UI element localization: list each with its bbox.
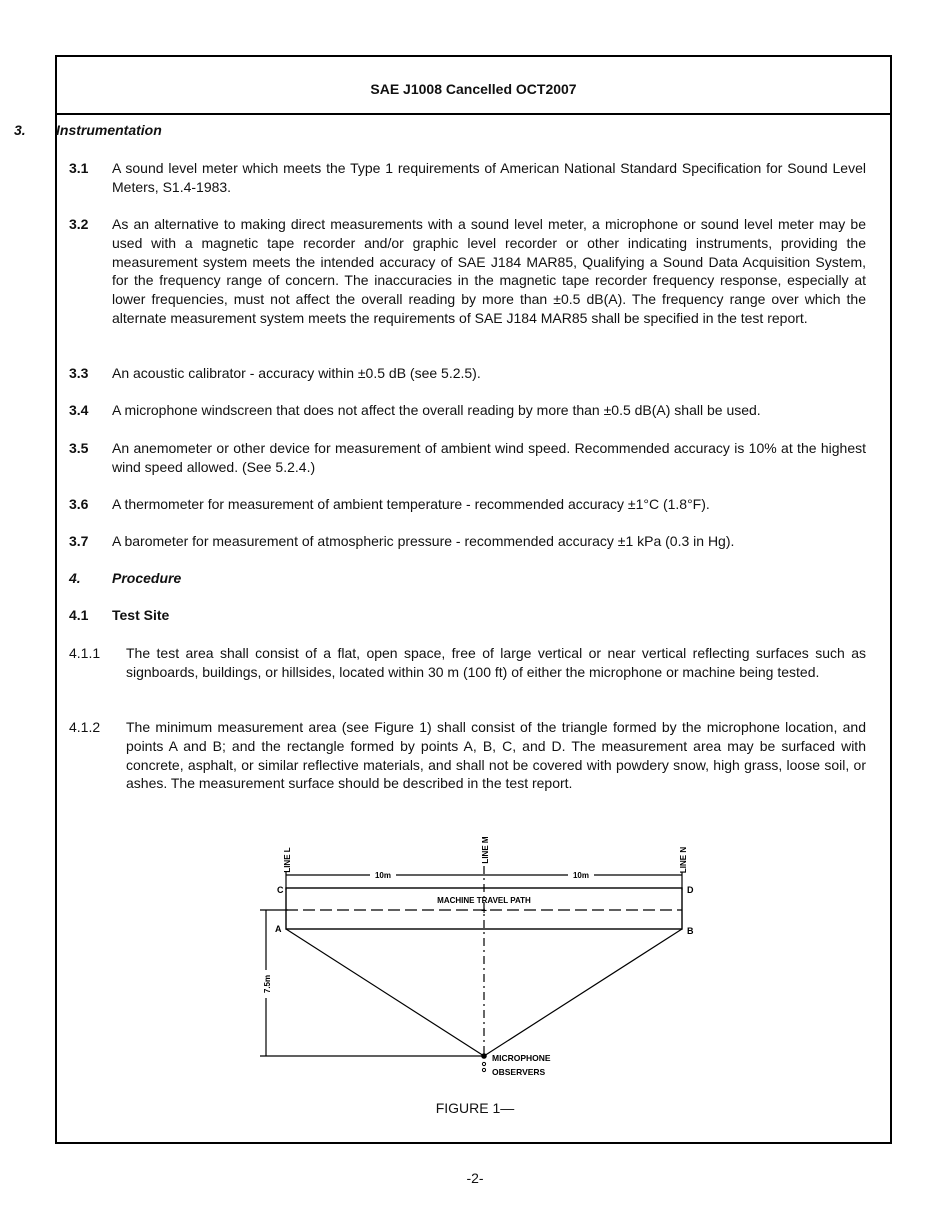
section-number: 4. bbox=[69, 570, 81, 586]
figure-caption: FIGURE 1— bbox=[435, 1100, 515, 1116]
point-b-label: B bbox=[687, 926, 694, 936]
section-title: Procedure bbox=[112, 570, 182, 586]
point-c-label: C bbox=[277, 885, 284, 895]
clause-3-6-text: A thermometer for measurement of ambient temperature - recommended accuracy ±1°C (1.8°F). bbox=[112, 496, 710, 512]
section-4-heading bbox=[69, 569, 182, 588]
microphone-label: MICROPHONE bbox=[492, 1053, 551, 1063]
observer-point bbox=[482, 1062, 485, 1065]
page-number: -2- bbox=[466, 1170, 484, 1186]
line-l-label: LINE L bbox=[283, 847, 292, 873]
observers-label: OBSERVERS bbox=[492, 1067, 546, 1077]
clause-3-2-text: As an alternative to making direct measurements with a sound level meter, a microphone or sound level meter may be used with a magnetic tape recorder and/or graphic level recorder or other indicating instruments, providing the measurement system meets the intended accuracy of SAE J184 MAR85, Qualifying a Sound Data Acquisition System, for the frequency range of concern. The inaccuracies in the magnetic tape recorder frequency response, especially at lower frequencies, must not affect the overall reading by more than ±0.5 dB(A). The frequency range over which the alternate measurement system meets the requirements of SAE J184 MAR85 shall be specified in the test report. bbox=[112, 216, 866, 326]
point-a-label: A bbox=[275, 924, 282, 934]
clause-3-7-text: A barometer for measurement of atmospheric pressure - recommended accuracy ±1 kPa (0.3 in Hg). bbox=[112, 533, 735, 549]
section-3-heading bbox=[14, 121, 162, 140]
page-header: SAE J1008 Cancelled OCT2007 bbox=[57, 57, 890, 115]
clause-number: 3.3 bbox=[69, 365, 89, 381]
clause-number: 3.1 bbox=[69, 160, 89, 176]
section-number: 3. bbox=[14, 122, 26, 138]
dim-right-label: 10m bbox=[572, 871, 590, 880]
clause-3-4-text: A microphone windscreen that does not affect the overall reading by more than ±0.5 dB(A) shall be used. bbox=[112, 402, 761, 418]
microphone-point bbox=[481, 1053, 487, 1059]
triangle-side bbox=[286, 929, 484, 1056]
observer-point bbox=[482, 1068, 485, 1071]
subsection-title: Test Site bbox=[112, 607, 170, 623]
clause-number: 3.2 bbox=[69, 216, 89, 232]
dim-left-label: 10m bbox=[374, 871, 392, 880]
triangle-side bbox=[484, 929, 682, 1056]
clause-number: 3.6 bbox=[69, 496, 89, 512]
line-n-label: LINE N bbox=[679, 846, 688, 874]
line-m-label: LINE M bbox=[481, 836, 490, 864]
subsection-number: 4.1 bbox=[69, 607, 89, 623]
point-d-label: D bbox=[687, 885, 694, 895]
clause-number: 3.7 bbox=[69, 533, 89, 549]
clause-4-1-1-text: The test area shall consist of a flat, open space, free of large vertical or near vertical reflecting surfaces such as signboards, buildings, or hillsides, located within 30 m (100 ft) of either the microphone or machine being tested. bbox=[126, 645, 866, 680]
clause-number: 3.4 bbox=[69, 402, 89, 418]
center-plus: + bbox=[481, 906, 487, 917]
section-title: Instrumentation bbox=[56, 122, 162, 138]
clause-3-3-text: An acoustic calibrator - accuracy within ±0.5 dB (see 5.2.5). bbox=[112, 365, 481, 381]
clause-number: 3.5 bbox=[69, 440, 89, 456]
clause-4-1-2-text: The minimum measurement area (see Figure 1) shall consist of the triangle formed by the microphone location, and points A and B; and the rectangle formed by points A, B, C, and D. The measurement area may be surfaced with concrete, asphalt, or similar reflective materials, and shall not be covered with powdery snow, high grass, loose soil, or ashes. The measurement surface should be described in the test report. bbox=[126, 719, 866, 792]
clause-number: 4.1.2 bbox=[69, 719, 101, 735]
clause-3-1-text: A sound level meter which meets the Type 1 requirements of American National Standard Specification for Sound Level Meters, S1.4-1983. bbox=[112, 160, 866, 195]
path-label: MACHINE TRAVEL PATH bbox=[437, 896, 531, 905]
dim-vertical-label: 7.5m bbox=[263, 974, 272, 994]
clause-number: 4.1.1 bbox=[69, 645, 101, 661]
test-site-figure bbox=[250, 822, 710, 1084]
clause-3-5-text: An anemometer or other device for measurement of ambient wind speed. Recommended accuracy is 10% at the highest wind speed allowed. (See 5.2.4.) bbox=[112, 440, 866, 475]
